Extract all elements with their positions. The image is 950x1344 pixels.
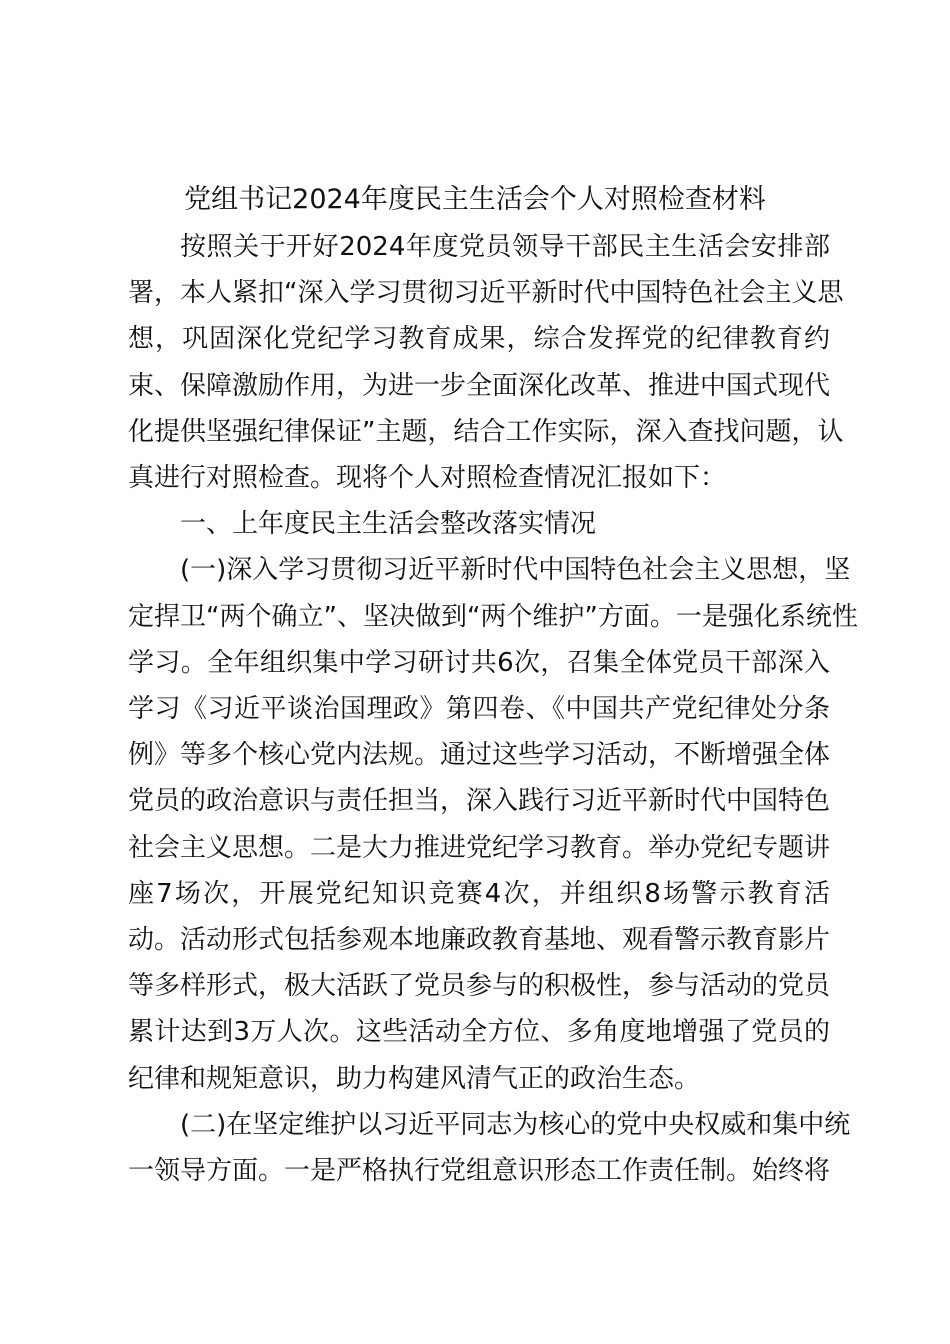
paragraph-subsection-2: [128, 1102, 851, 1194]
text-line: 真进行对照检查。现将个人对照检查情况汇报如下：: [128, 463, 727, 494]
text-line: 等多样形式，极大活跃了党员参与的积极性，参与活动的党员: [128, 971, 831, 1002]
text-line: (一)深入学习贯彻习近平新时代中国特色社会主义思想，坚: [180, 555, 851, 586]
text-line: 化提供坚强纪律保证”主题，结合工作实际，深入查找问题，认: [128, 416, 844, 447]
text-line: 一领导方面。一是严格执行党组意识形态工作责任制。始终将: [128, 1156, 831, 1187]
text-line: 例》等多个核心党内法规。通过这些学习活动，不断增强全体: [128, 740, 831, 771]
text-line: 学习《习近平谈治国理政》第四卷、《中国共产党纪律处分条: [128, 694, 830, 725]
paragraph-subsection-1: [128, 547, 858, 1101]
section-heading: [128, 501, 830, 547]
text-line: 党员的政治意识与责任担当，深入践行习近平新时代中国特色: [128, 786, 831, 817]
text-line: 一、上年度民主生活会整改落实情况: [180, 509, 597, 540]
document-body: [128, 224, 858, 1194]
text-line: 座7场次，开展党纪知识竞赛4次，并组织8场警示教育活: [128, 878, 830, 909]
text-line: 学习。全年组织集中学习研讨共6次，召集全体党员干部深入: [128, 647, 830, 678]
text-line: 动。活动形式包括参观本地廉政教育基地、观看警示教育影片: [128, 925, 831, 956]
text-line: 纪律和规矩意识，助力构建风清气正的政治生态。: [128, 1063, 701, 1094]
text-line: 署，本人紧扣“深入学习贯彻习近平新时代中国特色社会主义思: [128, 278, 844, 309]
text-line: 累计达到3万人次。这些活动全方位、多角度地增强了党员的: [128, 1017, 830, 1048]
text-line: 按照关于开好2024年度党员领导干部民主生活会安排部: [180, 232, 830, 262]
text-line: 定捍卫“两个确立”、坚决做到“两个维护”方面。一是强化系统性: [128, 601, 858, 632]
text-line: 社会主义思想。二是大力推进党纪学习教育。举办党纪专题讲: [128, 832, 831, 863]
text-line: (二)在坚定维护以习近平同志为核心的党中央权威和集中统: [180, 1109, 851, 1140]
text-line: 束、保障激励作用，为进一步全面深化改革、推进中国式现代: [128, 370, 831, 401]
paragraph-intro: [128, 224, 844, 501]
text-line: 想，巩固深化党纪学习教育成果，综合发挥党的纪律教育约: [128, 324, 830, 355]
document-title: 党组书记2024年度民主生活会个人对照检查材料: [184, 184, 766, 215]
